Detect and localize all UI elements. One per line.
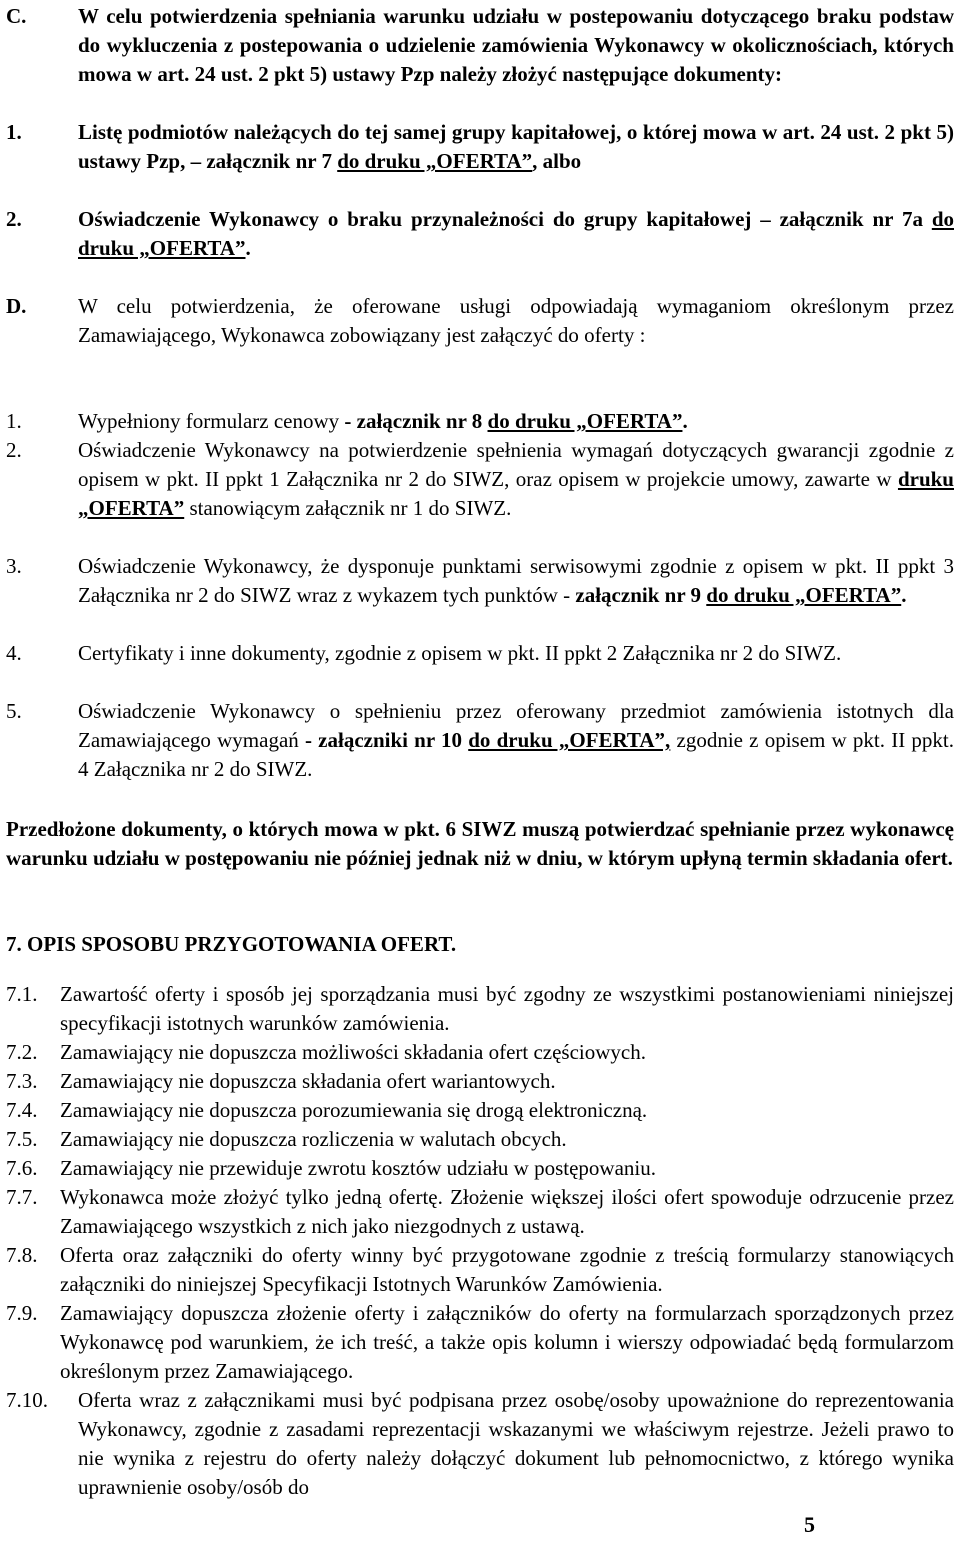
- list-item-number: 7.5.: [6, 1127, 38, 1151]
- list-item-number: 2.: [6, 438, 22, 462]
- list-item-number: 5.: [6, 699, 22, 723]
- list-item-number: 2.: [6, 207, 22, 231]
- oferta-form-reference: do druku „OFERTA”: [487, 409, 683, 433]
- list-item-text: Oświadczenie Wykonawcy o spełnieniu przez oferowany przedmiot zamówienia istotnych dla Zamawiającego wymagań - załączniki nr 10 do druku „OFERTA”, zgodnie z opisem w pkt. II ppkt. 4 Załącznika nr 2 do SIWZ.: [78, 699, 954, 781]
- list-item-text: Zamawiający nie dopuszcza składania ofert wariantowych.: [60, 1069, 556, 1093]
- list-item-number: 7.2.: [6, 1040, 38, 1064]
- list-item-text: Wypełniony formularz cenowy - załącznik nr 8 do druku „OFERTA”.: [78, 409, 688, 433]
- list-item-number: 7.4.: [6, 1098, 38, 1122]
- list-item-number: 7.3.: [6, 1069, 38, 1093]
- list-item-text: Wykonawca może złożyć tylko jedną ofertę. Złożenie większej ilości ofert spowoduje odrzucenie przez Zamawiającego wszystkich z nich jako niezgodnych z ustawą.: [60, 1185, 954, 1238]
- list-item-text: Zamawiający nie dopuszcza rozliczenia w walutach obcych.: [60, 1127, 567, 1151]
- list-item-number: 7.9.: [6, 1301, 38, 1325]
- list-item-text: Certyfikaty i inne dokumenty, zgodnie z opisem w pkt. II ppkt 2 Załącznika nr 2 do SIWZ.: [78, 641, 842, 665]
- list-item-text: Zamawiający dopuszcza złożenie oferty i załączników do oferty na formularzach sporządzonych przez Wykonawcę pod warunkiem, że ich treść, a także opis kolumn i wierszy odpowiadać będą formularzom określonym przez Zamawiającego.: [60, 1301, 954, 1383]
- section-d-intro: W celu potwierdzenia, że oferowane usługi odpowiadają wymaganiom określonym przez Zamawiającego, Wykonawca zobowiązany jest załączyć do oferty :: [78, 294, 954, 347]
- list-item-text: Oferta oraz załączniki do oferty winny być przygotowane zgodnie z treścią formularzy stanowiących załączniki do niniejszej Specyfikacji Istotnych Warunków Zamówienia.: [60, 1243, 954, 1296]
- list-item-text: Oświadczenie Wykonawcy o braku przynależności do grupy kapitałowej – załącznik nr 7a do druku „OFERTA”.: [78, 207, 954, 260]
- list-item-number: 1.: [6, 409, 22, 433]
- oferta-form-reference: druku „OFERTA”: [78, 467, 954, 520]
- list-item-text: Oferta wraz z załącznikami musi być podpisana przez osobę/osoby upoważnione do reprezentowania Wykonawcy, zgodnie z zasadami reprezentacji wskazanymi we właściwym rejestrze. Jeżeli prawo to nie wynika z rejestru do oferty należy dołączyć dokument lub pełnomocnictwo, z którego wynika uprawnienie osoby/osób do: [78, 1388, 954, 1499]
- list-item-number: 7.6.: [6, 1156, 38, 1180]
- list-item-text: Zawartość oferty i sposób jej sporządzania musi być zgodny ze wszystkimi postanowieniami niniejszej specyfikacji istotnych warunków zamówienia.: [60, 982, 954, 1035]
- oferta-form-reference: do druku „OFERTA”: [78, 207, 954, 260]
- oferta-form-reference: do druku „OFERTA”: [337, 149, 533, 173]
- list-item-number: 7.8.: [6, 1243, 38, 1267]
- list-item-text: Zamawiający nie przewiduje zwrotu kosztów udziału w postępowaniu.: [60, 1156, 656, 1180]
- list-item-text: Oświadczenie Wykonawcy, że dysponuje punktami serwisowymi zgodnie z opisem w pkt. II ppkt 3 Załącznika nr 2 do SIWZ wraz z wykazem tych punktów - załącznik nr 9 do druku „OFERTA”.: [78, 554, 954, 607]
- page-number: 5: [804, 1512, 815, 1537]
- list-item-text: Listę podmiotów należących do tej samej grupy kapitałowej, o której mowa w art. 24 ust. 2 pkt 5) ustawy Pzp, – załącznik nr 7 do druku „OFERTA”, albo: [78, 120, 954, 173]
- section-7-heading: 7. OPIS SPOSOBU PRZYGOTOWANIA OFERT.: [6, 932, 457, 956]
- section-d-marker: D.: [6, 294, 27, 318]
- section-c-intro: W celu potwierdzenia spełniania warunku udziału w postepowaniu dotyczącego braku podstaw do wykluczenia z postepowania o udzielenie zamówienia Wykonawcy w okolicznościach, których mowa w art. 24 ust. 2 pkt 5) ustawy Pzp należy złożyć następujące dokumenty:: [78, 4, 954, 86]
- list-item-text: Zamawiający nie dopuszcza porozumiewania się drogą elektroniczną.: [60, 1098, 648, 1122]
- documents-note: Przedłożone dokumenty, o których mowa w pkt. 6 SIWZ muszą potwierdzać spełnianie przez wykonawcę warunku udziału w postępowaniu nie później jednak niż w dniu, w którym upłyną termin składania ofert.: [6, 817, 954, 870]
- section-c-marker: C.: [6, 4, 27, 28]
- list-item-number: 4.: [6, 641, 22, 665]
- list-item-text: Zamawiający nie dopuszcza możliwości składania ofert częściowych.: [60, 1040, 647, 1064]
- list-item-number: 7.10.: [6, 1388, 48, 1412]
- list-item-number: 1.: [6, 120, 22, 144]
- list-item-number: 3.: [6, 554, 22, 578]
- oferta-form-reference: do druku „OFERTA”: [706, 583, 902, 607]
- list-item-text: Oświadczenie Wykonawcy na potwierdzenie spełnienia wymagań dotyczących gwarancji zgodnie z opisem w pkt. II ppkt 1 Załącznika nr 2 do SIWZ, oraz opisem w projekcie umowy, zawarte w druku „OFERTA” stanowiącym załącznik nr 1 do SIWZ.: [78, 438, 954, 520]
- list-item-number: 7.1.: [6, 982, 38, 1006]
- list-item-number: 7.7.: [6, 1185, 38, 1209]
- oferta-form-reference: do druku „OFERTA”,: [468, 728, 671, 752]
